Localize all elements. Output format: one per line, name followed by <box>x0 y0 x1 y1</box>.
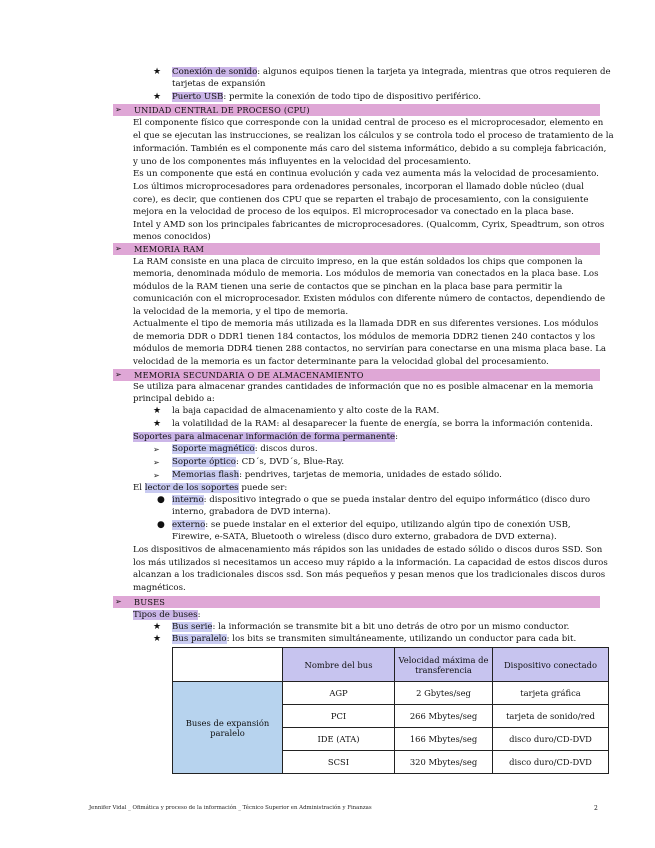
highlight-term: interno <box>172 495 204 505</box>
list-item-continuation: interno, grabadora de DVD interna). <box>172 507 331 517</box>
item-text: : discos duros. <box>254 444 318 454</box>
section-header-cpu <box>113 104 600 116</box>
arrow-bullet-icon: ➢ <box>115 597 122 606</box>
arrow-bullet-icon: ➢ <box>153 471 160 480</box>
paragraph-line: alcanzan a los tradicionales discos ssd. Son más pequeños y pesan menos que los tradicionales discos duros <box>133 570 606 580</box>
paragraph-line: y uno de los componentes más influyentes en la velocidad del procesamiento. <box>133 157 471 167</box>
highlight-term: Soporte magnético <box>172 444 255 454</box>
item-text: : pendrives, tarjetas de memoria, unidades de estado sólido. <box>239 470 502 480</box>
paragraph-line: de memoria DDR o DDR1 tienen 184 contactos, los módulos de memoria DDR2 tienen 240 contactos y los <box>133 332 596 342</box>
table-cell: 2 Gbytes/seg <box>395 682 493 705</box>
table-header-empty <box>173 648 283 682</box>
paragraph-line: información. También es el componente más caro del sistema informático, debido a su compleja fabricación, <box>133 144 607 154</box>
item-text: : permite la conexión de todo tipo de dispositivo periférico. <box>223 92 481 102</box>
paragraph-line: principal debido a: <box>133 394 215 404</box>
highlight-term: Tipos de buses <box>133 610 198 620</box>
table-cell: tarjeta de sonido/red <box>493 705 609 728</box>
highlight-term: lector de los soportes <box>144 483 239 493</box>
item-text: : los bits se transmiten simultáneamente, utilizando un conductor para cada bit. <box>226 634 577 644</box>
paragraph-line: los más utilizados si necesitamos un acceso muy rápido a la información. La capacidad de estos discos duros <box>133 558 608 568</box>
paragraph-line: core), es decir, que contienen dos CPU que se reparten el trabajo de procesamiento, con la consiguiente <box>133 195 589 205</box>
list-item <box>172 469 502 482</box>
table-cell: tarjeta gráfica <box>493 682 609 705</box>
highlight-term: Soportes para almacenar información de forma permanente <box>133 432 396 442</box>
table-header-cell: Velocidad máxima de transferencia <box>395 648 493 682</box>
paragraph-line: Los últimos microprocesadores para ordenadores personales, incorporan el llamado doble núcleo (dual <box>133 182 585 192</box>
arrow-bullet-icon: ➢ <box>115 370 122 379</box>
bus-table <box>172 647 609 774</box>
paragraph-line: Es un componente que está en continua evolución y cada vez aumenta más la velocidad de procesamiento. <box>133 169 599 179</box>
list-item <box>172 443 318 456</box>
paragraph-line: Los dispositivos de almacenamiento más rápidos son las unidades de estado sólido o discos duros SSD. Son <box>133 545 603 555</box>
paragraph-line: módulos de memoria DDR4 tienen 288 contactos, no servirían para conectarse en una misma placa base. La <box>133 344 607 354</box>
supports-heading: Soportes para almacenar información de forma permanente: <box>133 432 399 442</box>
star-bullet-icon: ★ <box>153 67 162 77</box>
table-cell: IDE (ATA) <box>283 728 395 751</box>
table-cell: disco duro/CD-DVD <box>493 751 609 774</box>
table-header-cell: Nombre del bus <box>283 648 395 682</box>
table-header-row <box>173 648 609 682</box>
paragraph-line: La RAM consiste en una placa de circuito impreso, en la que están soldados los chips que componen la <box>133 257 583 267</box>
list-item: la volatilidad de la RAM: al desaparecer la fuente de energía, se borra la información contenida. <box>172 419 593 429</box>
section-title: MEMORIA SECUNDARIA O DE ALMACENAMIENTO <box>134 370 364 380</box>
highlight-term: Soporte óptico <box>172 457 236 467</box>
table-header-cell: Dispositivo conectado <box>493 648 609 682</box>
section-title: MEMORIA RAM <box>134 244 205 254</box>
item-text: puede ser: <box>238 483 288 493</box>
table-cell: 320 Mbytes/seg <box>395 751 493 774</box>
arrow-bullet-icon: ➢ <box>153 458 160 467</box>
star-bullet-icon: ★ <box>153 92 162 102</box>
arrow-bullet-icon: ➢ <box>153 445 160 454</box>
highlight-term: externo <box>172 520 206 530</box>
page-footer: Jennifer Vidal _ Ofimática y proceso de la información _ Técnico Superior en Administración y Finanzas <box>89 805 372 811</box>
table-cell: AGP <box>283 682 395 705</box>
paragraph-line: mejora en la velocidad de proceso de los equipos. El microprocesador va conectado en la placa base. <box>133 207 574 217</box>
item-text: El <box>133 483 145 493</box>
highlight-term: Bus serie <box>172 622 213 632</box>
highlight-term: Bus paralelo <box>172 634 227 644</box>
paragraph-line: la velocidad de la memoria, y el tipo de memoria. <box>133 307 349 317</box>
highlight-term: Memorias flash <box>172 470 240 480</box>
highlight-term: Puerto USB <box>172 92 224 102</box>
list-item: la baja capacidad de almacenamiento y alto coste de la RAM. <box>172 406 440 416</box>
paragraph-line: El componente físico que corresponde con la unidad central de proceso es el microprocesador, elemento en <box>133 118 604 128</box>
paragraph-line: velocidad de la memoria es un factor determinante para la velocidad global del procesamiento. <box>133 357 549 367</box>
table-cell: PCI <box>283 705 395 728</box>
item-text: : la información se transmite bit a bit uno detrás de otro por un mismo conductor. <box>212 622 570 632</box>
dot-bullet-icon: ● <box>157 520 165 530</box>
paragraph-line: Intel y AMD son los principales fabricantes de microprocesadores. (Qualcomm, Cyrix, Speadtrum, son otros <box>133 220 605 230</box>
paragraph-line: menos conocidos) <box>133 232 211 242</box>
star-bullet-icon: ★ <box>153 622 162 632</box>
page-number: 2 <box>594 805 598 812</box>
dot-bullet-icon: ● <box>157 495 165 505</box>
list-item <box>172 456 344 469</box>
paragraph-line: Se utiliza para almacenar grandes cantidades de información que no es posible almacenar en la memoria <box>133 382 594 392</box>
paragraph-line: magnéticos. <box>133 583 186 593</box>
star-bullet-icon: ★ <box>153 634 162 644</box>
table-group-cell: Buses de expansión paralelo <box>173 682 283 774</box>
highlight-term: Conexión de sonido <box>172 67 258 77</box>
star-bullet-icon: ★ <box>153 419 162 429</box>
table-cell: 166 Mbytes/seg <box>395 728 493 751</box>
star-bullet-icon: ★ <box>153 406 162 416</box>
paragraph-line: módulos de la RAM tienen una serie de contactos que se pinchan en la placa base para permitir la <box>133 282 563 292</box>
table-cell: 266 Mbytes/seg <box>395 705 493 728</box>
table-cell: disco duro/CD-DVD <box>493 728 609 751</box>
item-text: : se puede instalar en el exterior del equipo, utilizando algún tipo de conexión USB, <box>205 520 571 530</box>
arrow-bullet-icon: ➢ <box>115 244 122 253</box>
item-text: : algunos equipos tienen la tarjeta ya integrada, mientras que otros requieren de <box>257 67 611 77</box>
list-item-continuation: tarjetas de expansión <box>172 79 266 89</box>
paragraph-line: memoria, denominada módulo de memoria. Los módulos de memoria van conectados en la placa base. Los <box>133 269 599 279</box>
section-header-buses <box>113 596 600 608</box>
paragraph-line: comunicación con el microprocesador. Existen módulos con diferente número de contactos, dependiendo de <box>133 294 606 304</box>
section-header-ram <box>113 243 600 255</box>
item-text: : dispositivo integrado o que se pueda instalar dentro del equipo informático (disco duro <box>203 495 591 505</box>
section-header-secondary-memory <box>113 369 600 381</box>
bus-types-heading: Tipos de buses: <box>133 610 201 620</box>
section-title: UNIDAD CENTRAL DE PROCESO (CPU) <box>134 105 310 115</box>
item-text: : CD´s, DVD´s, Blue-Ray. <box>235 457 345 467</box>
arrow-bullet-icon: ➢ <box>115 105 122 114</box>
section-title: BUSES <box>134 597 166 607</box>
paragraph-line: Actualmente el tipo de memoria más utilizada es la llamada DDR en sus diferentes versiones. Los módulos <box>133 319 599 329</box>
paragraph-line: el que se ejecutan las instrucciones, se realizan los cálculos y se controla todo el proceso de tratamiento de la <box>133 131 614 141</box>
list-item-continuation: Firewire, e-SATA, Bluetooth o wireless (disco duro externo, grabadora de DVD externa). <box>172 532 557 542</box>
table-row <box>173 682 609 705</box>
list-item <box>172 91 481 104</box>
table-cell: SCSI <box>283 751 395 774</box>
list-item <box>172 633 576 646</box>
